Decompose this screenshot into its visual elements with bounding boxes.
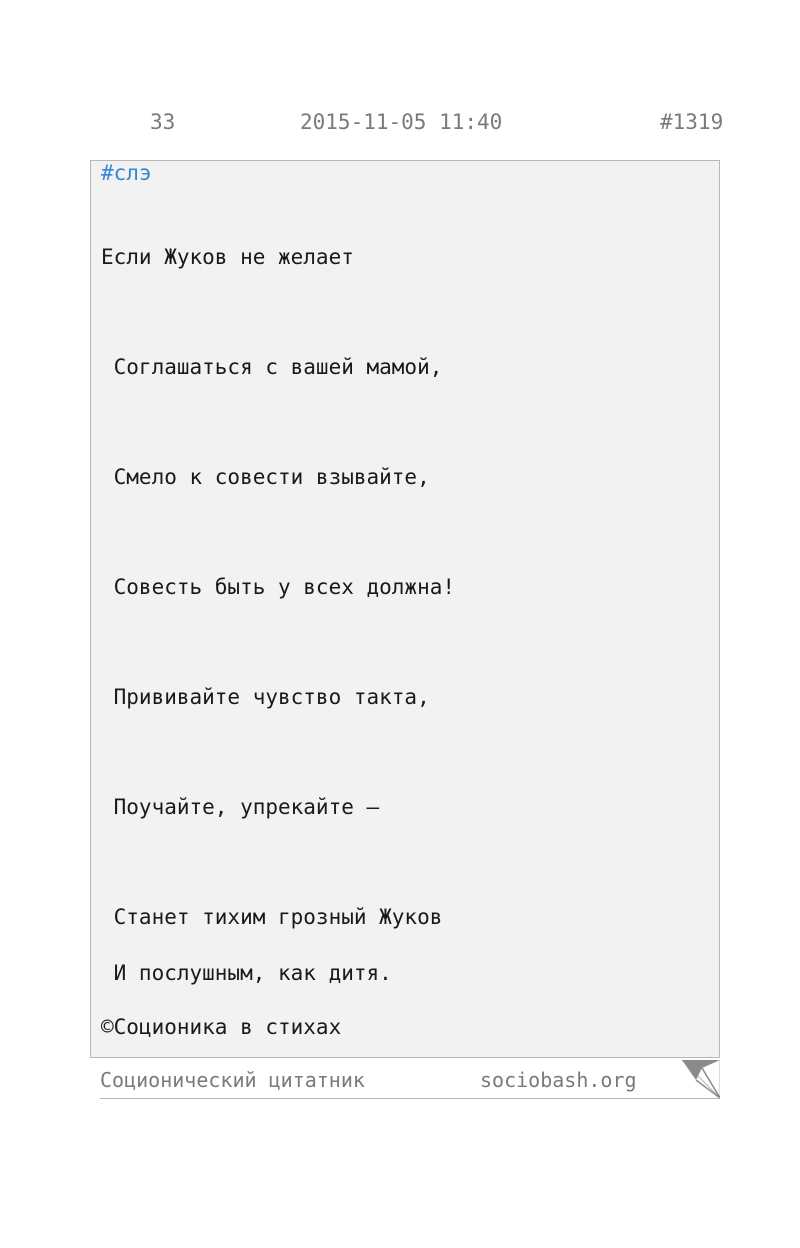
- quote-line: И послушным, как дитя.: [101, 961, 392, 985]
- quote-footer: [100, 1060, 720, 1099]
- quote-date: 2015-11-05 11:40: [300, 110, 503, 134]
- page-curl-icon: [682, 1060, 720, 1098]
- site-title: Соционический цитатник: [100, 1068, 365, 1092]
- quote-line: Прививайте чувство такта,: [101, 685, 430, 709]
- quote-line: Соглашаться с вашей мамой,: [101, 355, 443, 379]
- quote-signature: ©Соционика в стихах: [101, 1015, 342, 1039]
- quote-line: Смело к совести взывайте,: [101, 465, 430, 489]
- quote-rating: 33: [150, 110, 176, 134]
- quote-line: Станет тихим грозный Жуков: [101, 905, 443, 929]
- quote-line: Если Жуков не желает: [101, 245, 354, 269]
- quote-line: Поучайте, упрекайте –: [101, 795, 380, 819]
- site-url-link[interactable]: sociobash.org: [480, 1068, 637, 1092]
- quote-id-link[interactable]: #1319: [660, 110, 724, 134]
- quote-box: [90, 160, 720, 1058]
- quote-line: Совесть быть у всех должна!: [101, 575, 456, 599]
- quote-tag-link[interactable]: #слэ: [101, 161, 152, 185]
